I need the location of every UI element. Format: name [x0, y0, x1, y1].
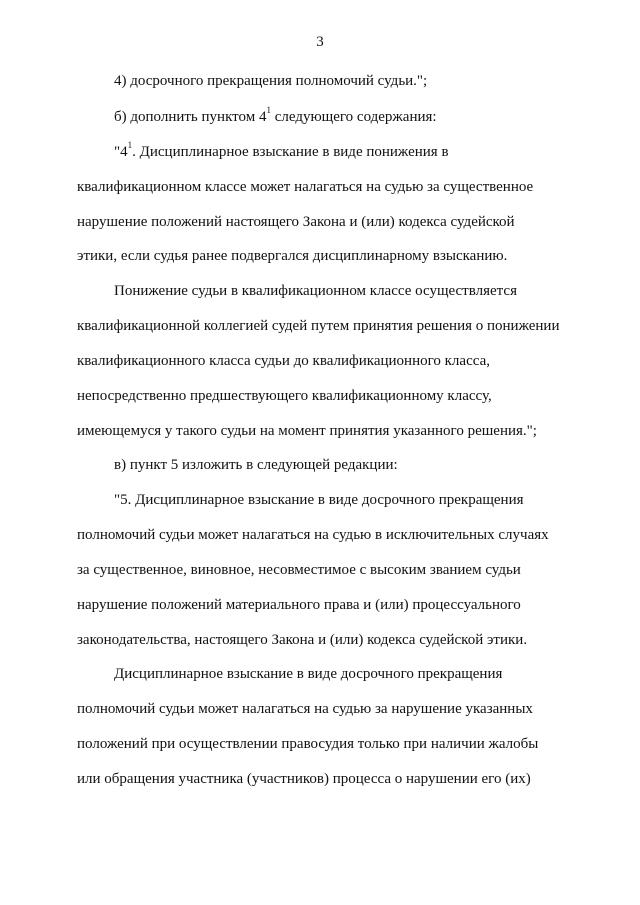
text-line-20: положений при осуществлении правосудия только при наличии жалобы	[77, 736, 539, 752]
text-line-9: квалификационного класса судьи до квалификационного класса,	[77, 353, 490, 369]
text-line-2	[114, 107, 561, 127]
superscript-2: 1	[127, 140, 133, 150]
text-line-3-main: "4	[114, 144, 128, 160]
text-line-3	[114, 142, 561, 162]
text-line-12: в) пункт 5 изложить в следующей редакции:	[114, 457, 398, 473]
text-line-19: полномочий судьи может налагаться на судью за нарушение указанных	[77, 701, 533, 717]
text-line-2-tail: следующего содержания:	[270, 109, 437, 125]
text-line-10: непосредственно предшествующего квалификационному классу,	[77, 388, 492, 404]
text-line-17: законодательства, настоящего Закона и (или) кодекса судейской этики.	[77, 632, 528, 648]
text-line-21: или обращения участника (участников) процесса о нарушении его (их)	[77, 771, 531, 787]
text-line-13: "5. Дисциплинарное взыскание в виде досрочного прекращения	[114, 492, 524, 508]
text-line-11: имеющемуся у такого судьи на момент принятия указанного решения.";	[77, 423, 537, 439]
text-line-8: квалификационной коллегией судей путем принятия решения о понижении	[77, 318, 560, 334]
page-number: 3	[316, 34, 324, 50]
text-line-2-main: б) дополнить пунктом 4	[114, 109, 267, 125]
text-line-4: квалификационном классе может налагаться на судью за существенное	[77, 179, 534, 195]
text-line-6: этики, если судья ранее подвергался дисциплинарному взысканию.	[77, 248, 508, 264]
text-line-7: Понижение судьи в квалификационном классе осуществляется	[114, 283, 517, 299]
text-line-1: 4) досрочного прекращения полномочий судьи.";	[114, 73, 428, 89]
text-line-3-tail: . Дисциплинарное взыскание в виде понижения в	[132, 144, 449, 160]
text-line-18: Дисциплинарное взыскание в виде досрочного прекращения	[114, 666, 503, 682]
text-line-14: полномочий судьи может налагаться на судью в исключительных случаях	[77, 527, 549, 543]
superscript-1: 1	[266, 105, 271, 115]
text-line-16: нарушение положений материального права и (или) процессуального	[77, 597, 521, 613]
text-line-15: за существенное, виновное, несовместимое с высоким званием судьи	[77, 562, 521, 578]
text-line-5: нарушение положений настоящего Закона и (или) кодекса судейской	[77, 214, 515, 230]
